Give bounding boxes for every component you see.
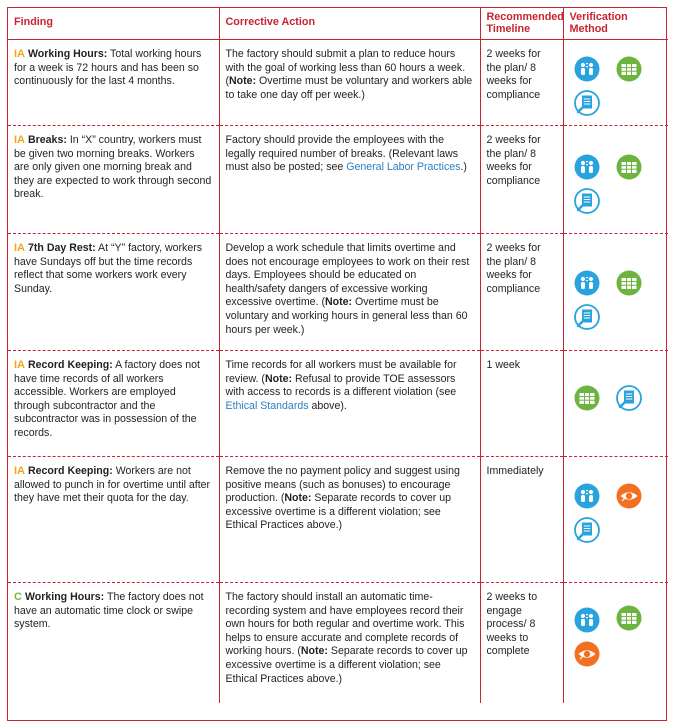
document-review-icon bbox=[574, 517, 600, 543]
action-cell: Factory should provide the employees with the legally required number of breaks. (Relevant laws must also be posted; see General Labor Practices.) bbox=[219, 126, 480, 234]
finding-title: Working Hours: bbox=[28, 48, 108, 60]
calendar-record-icon bbox=[616, 56, 642, 82]
calendar-record-icon bbox=[616, 270, 642, 296]
table-row bbox=[8, 583, 668, 704]
timeline-cell: 2 weeks for the plan/ 8 weeks for compliance bbox=[480, 234, 563, 351]
interview-icon bbox=[574, 154, 600, 180]
finding-cell: IA Record Keeping: Workers are not allowed to punch in for overtime until after they have met their quota for the day. bbox=[8, 457, 219, 583]
table-row bbox=[8, 351, 668, 457]
timeline-cell: 2 weeks to engage process/ 8 weeks to complete bbox=[480, 583, 563, 704]
finding-text: Total working hours for a week is 72 hours and has been so continuously for the last 4 months. bbox=[14, 48, 202, 88]
tag-badge: IA bbox=[14, 48, 25, 60]
finding-cell: IA 7th Day Rest: At “Y” factory, workers have Sundays off but the time records reflect that some workers work every Sunday. bbox=[8, 234, 219, 351]
findings-table bbox=[8, 8, 668, 703]
verification-cell bbox=[563, 583, 668, 704]
interview-icon bbox=[574, 483, 600, 509]
verification-cell bbox=[563, 351, 668, 457]
action-cell: The factory should submit a plan to reduce hours with the goal of working less than 60 hours a week. (Note: Overtime must be voluntary and workers able to take one day off per week.) bbox=[219, 40, 480, 126]
findings-table-container bbox=[7, 7, 667, 721]
document-review-icon bbox=[574, 188, 600, 214]
table-row bbox=[8, 457, 668, 583]
action-cell: Time records for all workers must be available for review. (Note: Refusal to provide TOE assessors with access to records is a different violation (see Ethical Standards above). bbox=[219, 351, 480, 457]
verification-cell bbox=[563, 457, 668, 583]
table-row bbox=[8, 234, 668, 351]
action-cell: The factory should install an automatic time-recording system and have employees record their own hours for both regular and overtime work. This helps to ensure accurate and complete records of working hours. (Note: Separate records to cover up excessive overtime is a different violation; see Ethical Practices above.) bbox=[219, 583, 480, 704]
interview-icon bbox=[574, 270, 600, 296]
document-review-icon bbox=[574, 90, 600, 116]
verification-cell bbox=[563, 40, 668, 126]
interview-icon bbox=[574, 56, 600, 82]
calendar-record-icon bbox=[574, 385, 600, 411]
finding-cell: C Working Hours: The factory does not have an automatic time clock or swipe system. bbox=[14, 591, 204, 631]
observation-eye-icon bbox=[574, 641, 600, 667]
timeline-cell: 2 weeks for the plan/ 8 weeks for compliance bbox=[480, 40, 563, 126]
verification-cell bbox=[563, 126, 668, 234]
finding-cell: IA Breaks: In “X” country, workers must be given two morning breaks. Workers are only given one morning break and they are expected to work through second break. bbox=[8, 126, 219, 234]
header-verification: Verification Method bbox=[563, 8, 668, 40]
action-cell: Develop a work schedule that limits overtime and does not encourage employees to work on their rest days. Employees should be educated on health/safety dangers of excessive working excessive overtime. (Note: Overtime must be voluntary and working hours in general less than 60 hours per week.) bbox=[219, 234, 480, 351]
general-labor-practices-link[interactable]: General Labor Practices bbox=[346, 161, 461, 174]
interview-icon bbox=[574, 607, 600, 633]
document-review-icon bbox=[574, 304, 600, 330]
finding-cell: IA Record Keeping: A factory does not have time records of all workers accessible. Workers are employed through subcontractor and the subcontractor was in possession of the records. bbox=[8, 351, 219, 457]
table-header-row bbox=[8, 8, 668, 40]
document-review-icon bbox=[616, 385, 642, 411]
ethical-standards-link[interactable]: Ethical Standards bbox=[225, 399, 309, 412]
timeline-cell: 2 weeks for the plan/ 8 weeks for compliance bbox=[480, 126, 563, 234]
timeline-cell: Immediately bbox=[480, 457, 563, 583]
action-cell: Remove the no payment policy and suggest using positive means (such as bonuses) to encourage production. (Note: Separate records to cover up excessive overtime is a different violation; see Ethical Practices above.) bbox=[219, 457, 480, 583]
header-finding: Finding bbox=[8, 8, 219, 40]
calendar-record-icon bbox=[616, 154, 642, 180]
finding-cell bbox=[8, 40, 219, 126]
header-corrective-action: Corrective Action bbox=[219, 8, 480, 40]
calendar-record-icon bbox=[616, 605, 642, 631]
observation-eye-icon bbox=[616, 483, 642, 509]
table-row bbox=[8, 40, 668, 126]
verification-cell bbox=[563, 234, 668, 351]
header-timeline: Recommended Timeline bbox=[480, 8, 563, 40]
timeline-cell: 1 week bbox=[480, 351, 563, 457]
table-row bbox=[8, 126, 668, 234]
